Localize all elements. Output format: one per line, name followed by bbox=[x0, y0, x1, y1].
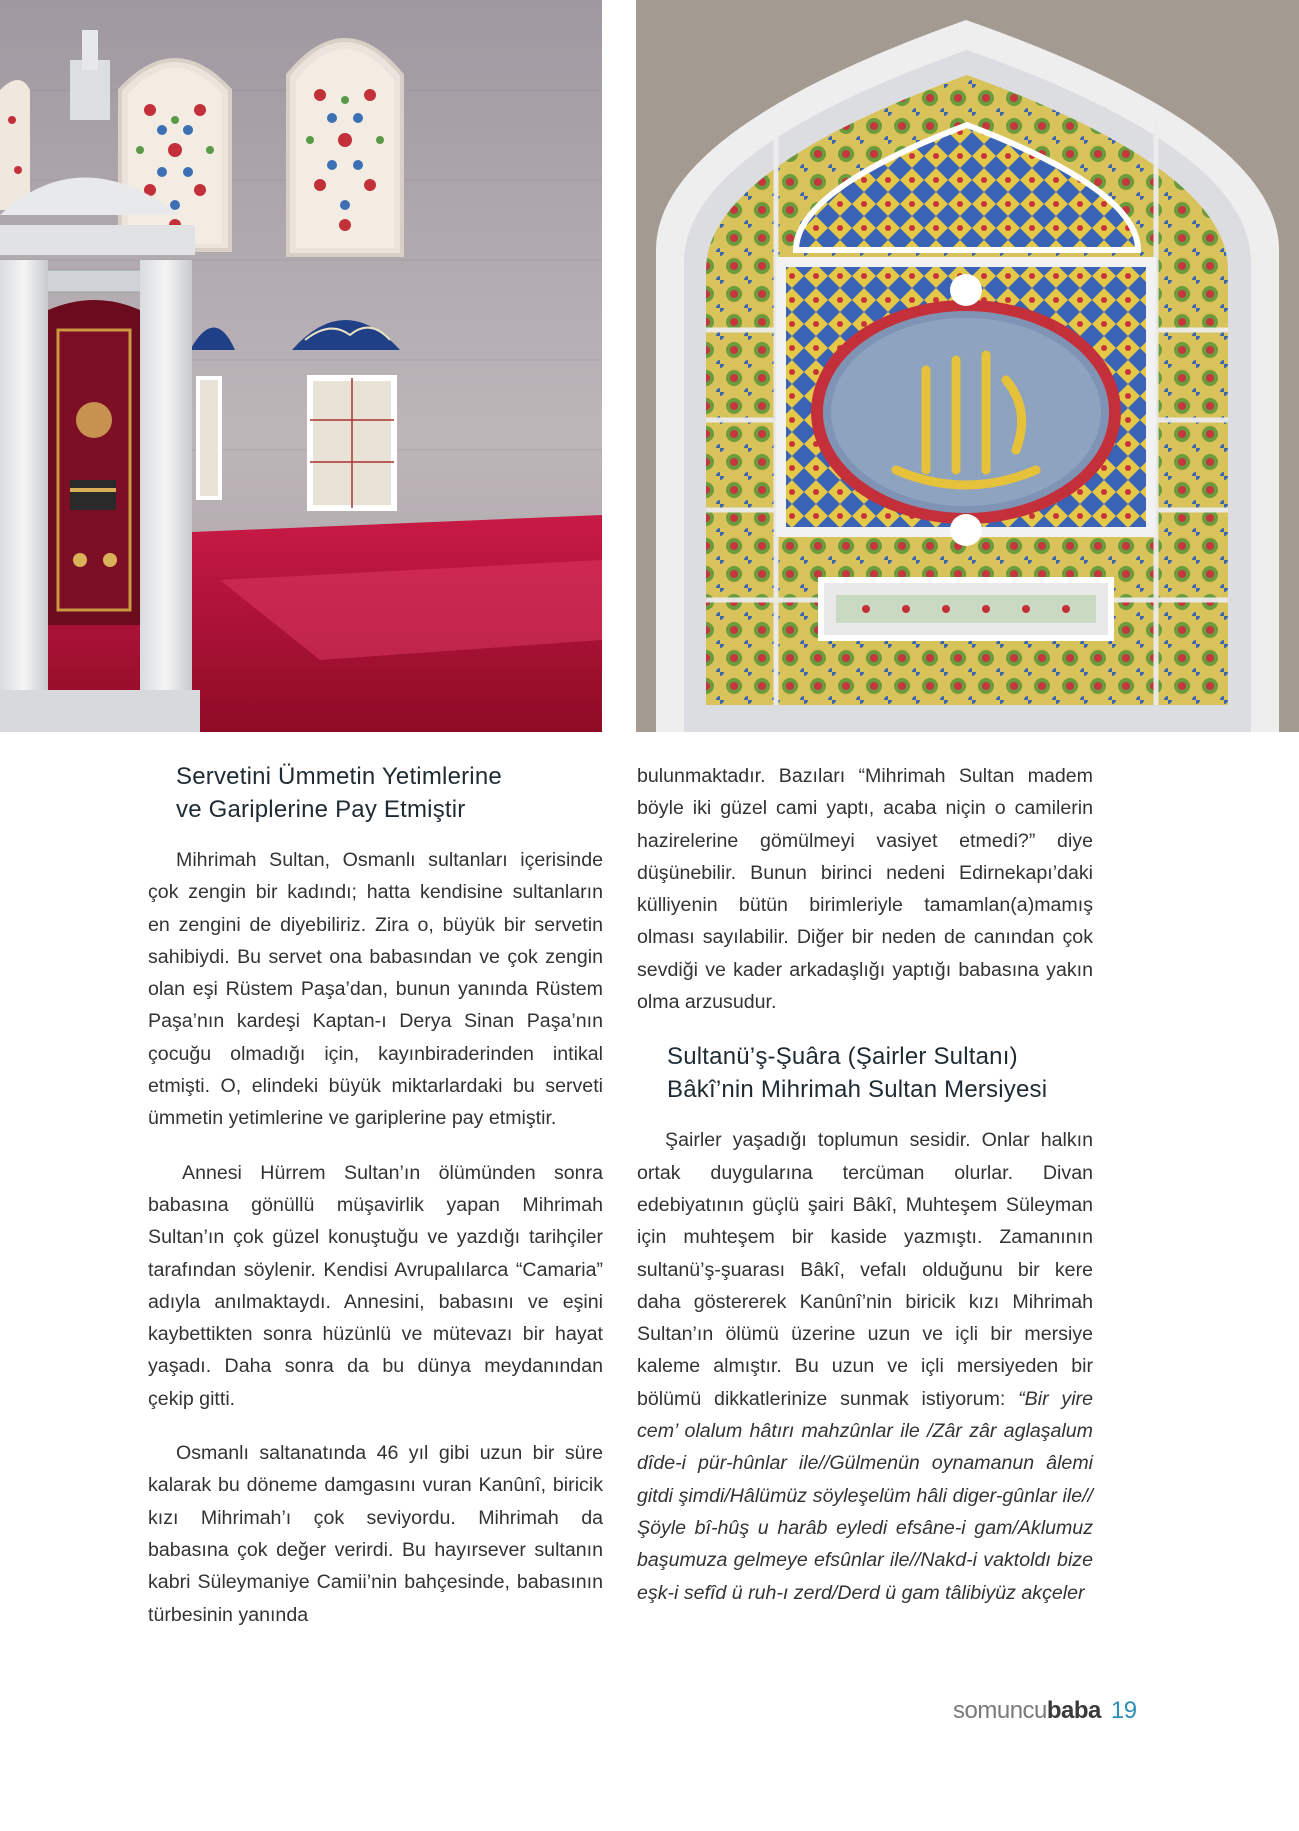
magazine-brand-part1: somuncu bbox=[953, 1697, 1047, 1724]
section-heading-line2: ve Gariplerine Pay Etmiştir bbox=[176, 796, 466, 823]
magazine-brand-part2: baba bbox=[1046, 1697, 1101, 1724]
stained-glass-window-photo bbox=[636, 0, 1299, 732]
right-column bbox=[637, 760, 1093, 1631]
poem-quote: “Bir yire cem’ olalum hâtırı mahzûnlar ile /Zâr zâr aglaşalum dîde-i pür-hûnlar ile//Gülmenün oynamanun âlemi gitdi şimdi/Hâlümüz söyleşelüm hâli diger-gûnlar ile//Şöyle bî-hûş u harâb eyledi efsâne-i gam/Aklumuz başumuza gelmeye efsûnlar ile//Nakd-i vaktoldı bize eşk-i sefîd ü ruh-ı zerd/Derd ü gam tâlibiyüz akçeler bbox=[637, 1387, 1093, 1604]
page-footer bbox=[953, 1697, 1137, 1725]
body-paragraph: Mihrimah Sultan, Osmanlı sultanları içerisinde çok zengin bir kadındı; hatta kendisine sultanların en zengini de diyebiliriz. Zira o, büyük bir servetin sahibiydi. Bu servet ona babasından ve çok zengin olan eşi Rüstem Paşa’dan, bunun yanında Rüstem Paşa’nın kardeşi Kaptan-ı Derya Sinan Paşa’nın çocuğu olmadığı için, kayınbiraderinden intikal etmişti. O, elindeki büyük miktarlardaki bu serveti ümmetin yetimlerine ve gariplerine pay etmiştir. bbox=[148, 849, 603, 1130]
body-paragraph: Annesi Hürrem Sultan’ın ölümünden sonra babasına gönüllü müşavirlik yapan Mihrimah Sultan’ın çok güzel konuştuğu ve yazdığı tarihçiler tarafından söylenir. Kendisi Avrupalılarca “Camaria” adıyla anılmaktaydı. Annesini, babasını ve eşini kaybettikten sonra hüzünlü ve mütevazı bir hayat yaşadı. Daha sonra da bu dünya meydanından çekip gitti. bbox=[148, 1161, 603, 1410]
mosque-interior-photo bbox=[0, 0, 602, 732]
section-heading-baki bbox=[667, 1040, 1093, 1106]
body-paragraph-intro: Şairler yaşadığı toplumun sesidir. Onlar halkın ortak duygularına tercüman olurlar. Divan edebiyatının güçlü şairi Bâkî, Muhteşem Süleyman için muhteşem bir kaside yazmıştı. Zamanının sultanü’ş-şuarası Bâkî, vefalı olduğunu bir kere daha göstererek Kanûnî’nin biricik kızı Mihrimah Sultan’ın ölümü üzerine uzun ve içli bir mersiye kaleme almıştır. Bu uzun ve içli mersiyeden bir bölümü dikkatlerinize sunmak istiyorum: bbox=[637, 1129, 1093, 1410]
body-paragraph: Osmanlı saltanatında 46 yıl gibi uzun bir süre kalarak bu döneme damgasını vuran Kanûnî, biricik kızı Mihrimah’ı çok seviyordu. Mihrimah da babasına çok değer verirdi. Bu hayırsever sultanın kabri Süleymaniye Camii’nin bahçesinde, babasının türbesinin yanında bbox=[148, 1442, 603, 1626]
section-heading-servet bbox=[176, 760, 603, 826]
left-column bbox=[148, 760, 603, 1653]
section-heading-line1: Servetini Ümmetin Yetimlerine bbox=[176, 763, 502, 790]
body-paragraph-with-poem bbox=[637, 1124, 1093, 1608]
section-heading-line1: Sultanü’ş-Şuâra (Şairler Sultanı) bbox=[667, 1043, 1018, 1071]
page-number: 19 bbox=[1110, 1697, 1137, 1724]
body-paragraph: bulunmaktadır. Bazıları “Mihrimah Sultan madem böyle iki güzel cami yaptı, acaba niçin o camilerin hazirelerine gömülmeyi vasiyet etmedi?” diye düşünebilir. Bunun birinci nedeni Edirnekapı’daki külliyenin bütün birimleriyle tamamlan(a)mamış olması sayılabilir. Diğer bir neden de canından çok sevdiği ve kader arkadaşlığı yaptığı babasına yakın olma arzusudur. bbox=[637, 765, 1093, 1014]
section-heading-line2: Bâkî’nin Mihrimah Sultan Mersiyesi bbox=[667, 1076, 1048, 1104]
